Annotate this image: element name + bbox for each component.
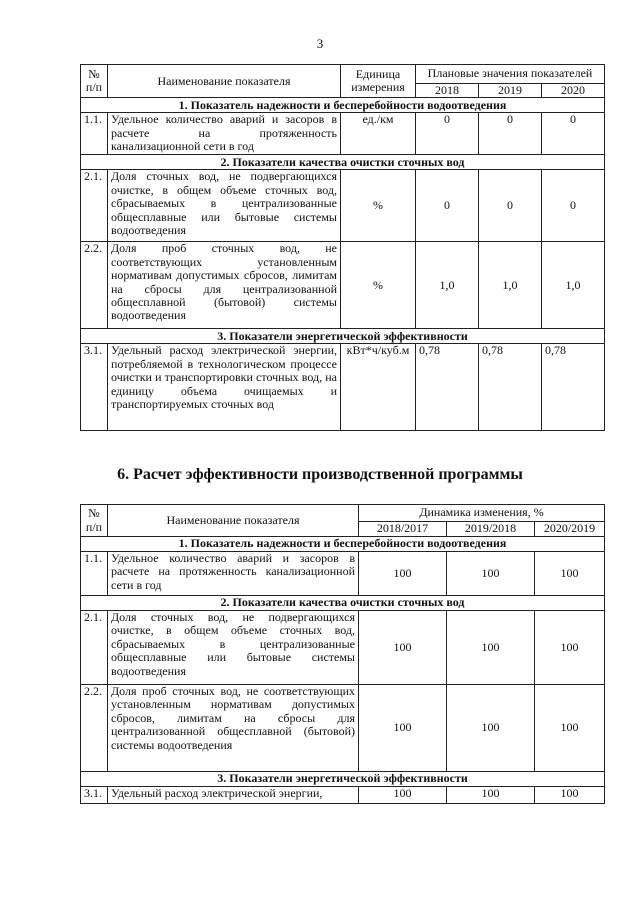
section-title: 3. Показатели энергетической эффективности xyxy=(81,772,605,787)
row-name: Доля проб сточных вод, не соответствующих установленным нормативам допустимых сбросов, лимитам на сбросы для централизованной общесплавной (бытовой) системы водоотведения xyxy=(108,242,341,329)
row-value: 0 xyxy=(479,170,542,242)
table-row xyxy=(81,242,605,329)
row-value: 100 xyxy=(447,685,535,772)
section-title: 1. Показатель надежности и бесперебойности водоотведения xyxy=(81,537,605,552)
section-6-title: 6. Расчет эффективности производственной программы xyxy=(117,466,523,483)
row-name: Доля проб сточных вод, не соответствующих установленным нормативам допустимых сбросов, лимитам на сбросы для централизованной общесплавной (бытовой) системы водоотведения xyxy=(108,685,359,772)
row-unit: % xyxy=(341,242,416,329)
section-title: 2. Показатели качества очистки сточных вод xyxy=(81,596,605,611)
table-row xyxy=(81,344,605,431)
row-num: 1.1. xyxy=(81,552,108,596)
row-name: Удельное количество аварий и засоров в расчете на протяженность канализационной сети в год xyxy=(108,113,341,155)
row-num: 3.1. xyxy=(81,344,108,431)
row-value: 100 xyxy=(447,611,535,685)
header-dynamics: Динамика изменения, % xyxy=(359,505,605,522)
row-value: 0 xyxy=(542,170,605,242)
row-value: 1,0 xyxy=(542,242,605,329)
row-value: 0 xyxy=(416,113,479,155)
row-value: 100 xyxy=(359,611,447,685)
row-num: 2.2. xyxy=(81,242,108,329)
efficiency-table xyxy=(80,504,605,804)
row-name: Удельное количество аварий и засоров в расчете на протяженность канализационной сети в год xyxy=(108,552,359,596)
row-name: Доля сточных вод, не подвергающихся очистке, в общем объеме сточных вод, сбрасываемых в централизованные общесплавные или бытовые системы водоотведения xyxy=(108,611,359,685)
row-name: Удельный расход электрической энергии, потребляемой в технологическом процессе очистки и транспортировки сточных вод, на единицу объема очищаемых и транспортируемых сточных вод xyxy=(108,344,341,431)
header-plan: Плановые значения показателей xyxy=(416,65,605,84)
header-unit: Единица измерения xyxy=(341,65,416,98)
row-value: 0 xyxy=(479,113,542,155)
row-num: 2.2. xyxy=(81,685,108,772)
section-title: 2. Показатели качества очистки сточных вод xyxy=(81,155,605,170)
row-value: 100 xyxy=(535,787,605,804)
header-year: 2018 xyxy=(416,84,479,98)
row-value: 100 xyxy=(359,685,447,772)
row-value: 100 xyxy=(447,787,535,804)
header-period: 2020/2019 xyxy=(535,522,605,537)
section-title: 3. Показатели энергетической эффективности xyxy=(81,329,605,344)
row-value: 100 xyxy=(535,611,605,685)
row-value: 0 xyxy=(416,170,479,242)
row-name: Доля сточных вод, не подвергающихся очистке, в общем объеме сточных вод, сбрасываемых в централизованные общесплавные или бытовые системы водоотведения xyxy=(108,170,341,242)
header-period: 2019/2018 xyxy=(447,522,535,537)
row-unit: ед./км xyxy=(341,113,416,155)
header-num: № п/п xyxy=(81,505,108,537)
section-title: 1. Показатель надежности и бесперебойности водоотведения xyxy=(81,98,605,113)
row-num: 1.1. xyxy=(81,113,108,155)
row-num: 2.1. xyxy=(81,170,108,242)
header-num: № п/п xyxy=(81,65,108,98)
table-row xyxy=(81,787,605,804)
row-value: 0,78 xyxy=(416,344,479,431)
row-unit: кВт*ч/куб.м xyxy=(341,344,416,431)
row-value: 0,78 xyxy=(542,344,605,431)
table-row xyxy=(81,685,605,772)
row-value: 100 xyxy=(447,552,535,596)
row-value: 100 xyxy=(535,552,605,596)
row-value: 100 xyxy=(359,552,447,596)
row-value: 100 xyxy=(535,685,605,772)
header-year: 2020 xyxy=(542,84,605,98)
row-num: 3.1. xyxy=(81,787,108,804)
row-value: 100 xyxy=(359,787,447,804)
table-row xyxy=(81,170,605,242)
row-num: 2.1. xyxy=(81,611,108,685)
row-value: 1,0 xyxy=(416,242,479,329)
header-name: Наименование показателя xyxy=(108,65,341,98)
table-row xyxy=(81,113,605,155)
header-year: 2019 xyxy=(479,84,542,98)
header-name: Наименование показателя xyxy=(108,505,359,537)
planned-values-table xyxy=(80,64,605,431)
row-name: Удельный расход электрической энергии, xyxy=(108,787,359,804)
row-unit: % xyxy=(341,170,416,242)
table-row xyxy=(81,611,605,685)
row-value: 0,78 xyxy=(479,344,542,431)
table-row xyxy=(81,552,605,596)
row-value: 1,0 xyxy=(479,242,542,329)
header-period: 2018/2017 xyxy=(359,522,447,537)
row-value: 0 xyxy=(542,113,605,155)
page-number: 3 xyxy=(316,36,324,51)
